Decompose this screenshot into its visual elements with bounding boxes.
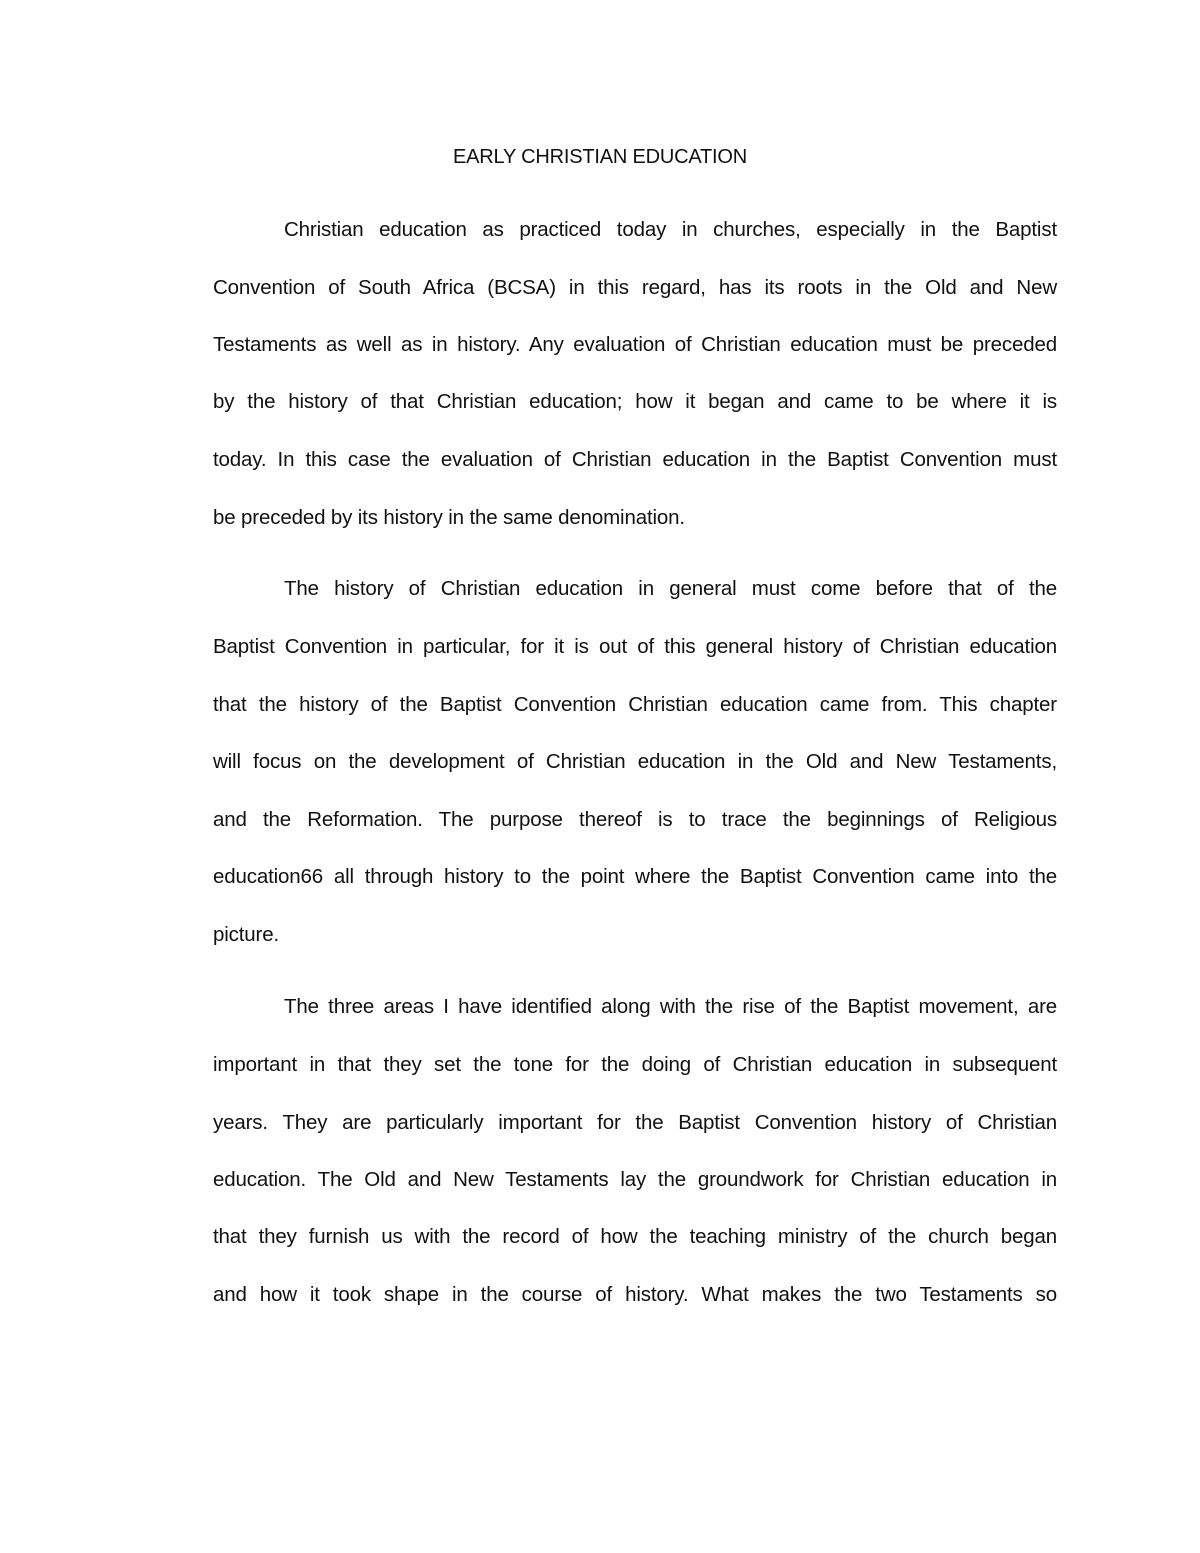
- paragraph-1-line-3: Testaments as well as in history. Any evaluation of Christian education must be preceded: [213, 333, 1057, 356]
- paragraph-1-line-6: be preceded by its history in the same denomination.: [213, 506, 685, 529]
- paragraph-2-line-2: Baptist Convention in particular, for it is out of this general history of Christian education: [213, 635, 1057, 658]
- paragraph-3-line-5: that they furnish us with the record of how the teaching ministry of the church began: [213, 1225, 1057, 1248]
- paragraph-1-line-1: Christian education as practiced today in churches, especially in the Baptist: [284, 218, 1057, 241]
- document-title: EARLY CHRISTIAN EDUCATION: [453, 146, 747, 168]
- paragraph-2-line-1: The history of Christian education in general must come before that of the: [284, 577, 1057, 600]
- paragraph-2-line-5: and the Reformation. The purpose thereof is to trace the beginnings of Religious: [213, 808, 1057, 831]
- paragraph-2-line-4: will focus on the development of Christian education in the Old and New Testaments,: [213, 750, 1057, 773]
- paragraph-3-line-1: The three areas I have identified along with the rise of the Baptist movement, are: [284, 995, 1057, 1018]
- paragraph-2-line-6: education66 all through history to the point where the Baptist Convention came into the: [213, 865, 1057, 888]
- paragraph-1-line-2: Convention of South Africa (BCSA) in this regard, has its roots in the Old and New: [213, 276, 1057, 299]
- paragraph-3-line-4: education. The Old and New Testaments lay the groundwork for Christian education in: [213, 1168, 1057, 1191]
- paragraph-1-line-4: by the history of that Christian education; how it began and came to be where it is: [213, 390, 1057, 413]
- paragraph-3-line-3: years. They are particularly important for the Baptist Convention history of Christian: [213, 1111, 1057, 1134]
- paragraph-3-line-2: important in that they set the tone for the doing of Christian education in subsequent: [213, 1053, 1057, 1076]
- paragraph-1-line-5: today. In this case the evaluation of Christian education in the Baptist Convention must: [213, 448, 1057, 471]
- paragraph-2-line-7: picture.: [213, 923, 280, 946]
- paragraph-2-line-3: that the history of the Baptist Convention Christian education came from. This chapter: [213, 693, 1057, 716]
- paragraph-3-line-6: and how it took shape in the course of history. What makes the two Testaments so: [213, 1283, 1057, 1306]
